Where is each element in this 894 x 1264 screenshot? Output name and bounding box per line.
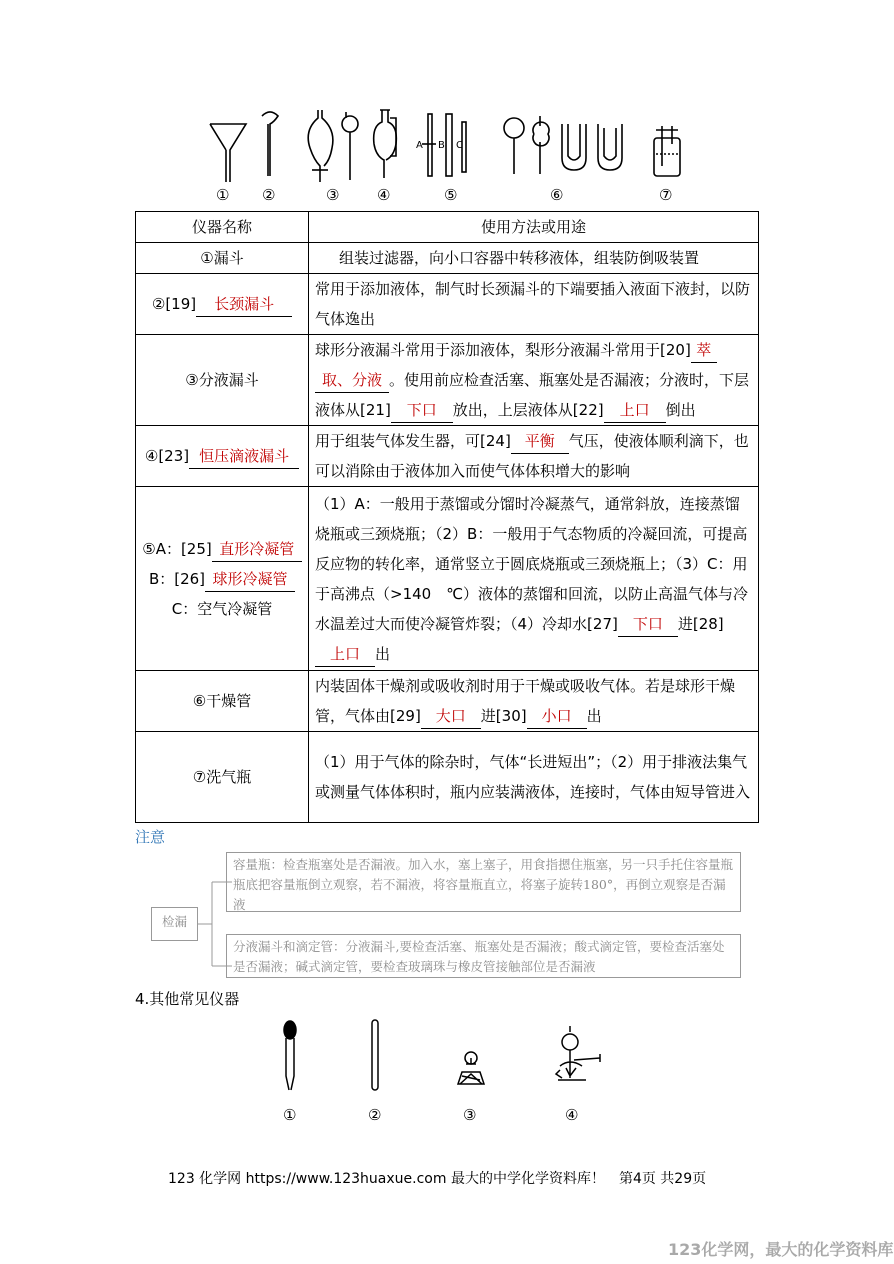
usage-text: 进[28] [677, 614, 724, 633]
answer-22: 上口 [604, 398, 666, 423]
row-usage [309, 671, 759, 732]
other-instrument-label-3: ③ [463, 1106, 477, 1124]
watermark: 123化学网，最大的化学资料库 [668, 1240, 894, 1259]
usage-text: 球形分液漏斗常用于添加液体，梨形分液漏斗常用于[20] [315, 341, 691, 359]
answer-27: 下口 [618, 612, 678, 637]
table-row [136, 426, 759, 487]
row-name: ⑦洗气瓶 [136, 732, 309, 823]
usage-text: 进[30] [480, 707, 527, 725]
instrument-label-6: ⑥ [550, 186, 564, 204]
instruments-illustration [200, 104, 690, 184]
condenser-letter-c: C [456, 140, 463, 151]
table-row [136, 243, 759, 274]
other-instrument-label-1: ① [283, 1106, 297, 1124]
note-root-box: 检漏 [151, 907, 198, 941]
table-row [136, 274, 759, 335]
instrument-label-1: ① [216, 186, 230, 204]
answer-25: 直形冷凝管 [212, 537, 302, 562]
instrument-label-3: ③ [326, 186, 340, 204]
answer-29: 大口 [421, 704, 481, 729]
header-name: 仪器名称 [136, 212, 309, 243]
answer-19: 长颈漏斗 [196, 292, 292, 317]
row-usage: 常用于添加液体，制气时长颈漏斗的下端要插入液面下液封，以防气体逸出 [309, 274, 759, 335]
table-row [136, 487, 759, 671]
usage-text: 内装固体干燥剂或吸收剂时用于干燥或吸收气体。若是球形干燥管，气体由[29] [315, 677, 736, 725]
table-row [136, 335, 759, 426]
condenser-letter-b: B [438, 140, 445, 151]
table-header-row [136, 212, 759, 243]
row-name: ⑥干燥管 [136, 671, 309, 732]
usage-text: 。使用前应检查活塞、瓶塞处是否漏液；分液时，下层液体从[21] [315, 371, 750, 419]
section-4-title: 4.其他常见仪器 [135, 990, 240, 1008]
usage-text: 放出，上层液体从[22] [452, 401, 604, 419]
row-name [136, 274, 309, 335]
row-name-prefix: ④[23] [144, 447, 190, 465]
condenser-b [138, 564, 306, 594]
table-row [136, 671, 759, 732]
answer-23: 恒压滴液漏斗 [189, 444, 299, 469]
table-row [136, 732, 759, 823]
answer-26: 球形冷凝管 [205, 567, 295, 592]
answer-20-a: 萃 [691, 338, 717, 363]
row-usage: （1）用于气体的除杂时，气体“长进短出”；（2）用于排液法集气或测量气体体积时，瓶内应装满液体，连接时，气体由短导管进入 [309, 732, 759, 823]
instrument-label-5: ⑤ [444, 186, 458, 204]
row-name-prefix: B：[26] [148, 569, 206, 588]
note-box-funnel-burette: 分液漏斗和滴定管：分液漏斗,要检查活塞、瓶塞处是否漏液；酸式滴定管，要检查活塞处是否漏液；碱式滴定管，要检查玻璃珠与橡皮管接触部位是否漏液 [226, 934, 741, 978]
answer-28: 上口 [315, 642, 375, 667]
instrument-label-2: ② [262, 186, 276, 204]
answer-24: 平衡 [511, 429, 569, 454]
row-name-prefix: ⑤A：[25] [142, 539, 212, 558]
answer-30: 小口 [527, 704, 587, 729]
row-name [136, 487, 309, 671]
condenser-c: C：空气冷凝管 [171, 599, 273, 618]
header-usage: 使用方法或用途 [309, 212, 759, 243]
instrument-label-4: ④ [377, 186, 391, 204]
instrument-table [135, 211, 759, 823]
page-footer: 123 化学网 https://www.123huaxue.com 最大的中学化学资料库！ 第4页 共29页 [168, 1171, 707, 1187]
answer-21: 下口 [391, 398, 453, 423]
condenser-letter-a: A [416, 140, 423, 151]
usage-text: 出 [375, 644, 391, 663]
row-usage [309, 426, 759, 487]
usage-text: 用于组装气体发生器，可[24] [315, 432, 511, 450]
row-name-prefix: ②[19] [151, 295, 197, 313]
row-name: ①漏斗 [136, 243, 309, 274]
row-name: ③分液漏斗 [136, 335, 309, 426]
note-title: 注意 [135, 828, 166, 846]
usage-text: （1）A：一般用于蒸馏或分馏时冷凝蒸气，通常斜放，连接蒸馏烧瓶或三颈烧瓶；（2）B：一般用于气态物质的冷凝回流，可提高反应物的转化率，通常竖立于圆底烧瓶或三颈烧瓶上；（3）C：用于高沸点（>140 ℃）液体的蒸馏和回流，以防止高温气体与冷水温差过大而使冷凝管炸裂；（4）冷却水[27] [315, 494, 749, 633]
other-instrument-label-2: ② [368, 1106, 382, 1124]
note-box-volumetric-flask: 容量瓶：检查瓶塞处是否漏液。加入水，塞上塞子，用食指摁住瓶塞，另一只手托住容量瓶瓶底把容量瓶倒立观察，若不漏液，将容量瓶直立，将塞子旋转180°，再倒立观察是否漏液 [226, 852, 741, 912]
condenser-a [138, 534, 306, 564]
other-instrument-label-4: ④ [565, 1106, 579, 1124]
usage-text: 倒出 [665, 401, 696, 419]
other-instruments-illustration [270, 1018, 620, 1098]
answer-20-b: 取、分液 [315, 368, 389, 393]
row-usage [309, 487, 759, 671]
usage-text: 出 [586, 707, 602, 725]
row-name [136, 426, 309, 487]
instrument-label-7: ⑦ [659, 186, 673, 204]
row-usage [309, 335, 759, 426]
row-usage: 组装过滤器，向小口容器中转移液体，组装防倒吸装置 [309, 243, 759, 274]
usage-text: 气压，使液体顺利滴下，也可以消除由于液体加入而使气体体积增大的影响 [315, 432, 749, 480]
